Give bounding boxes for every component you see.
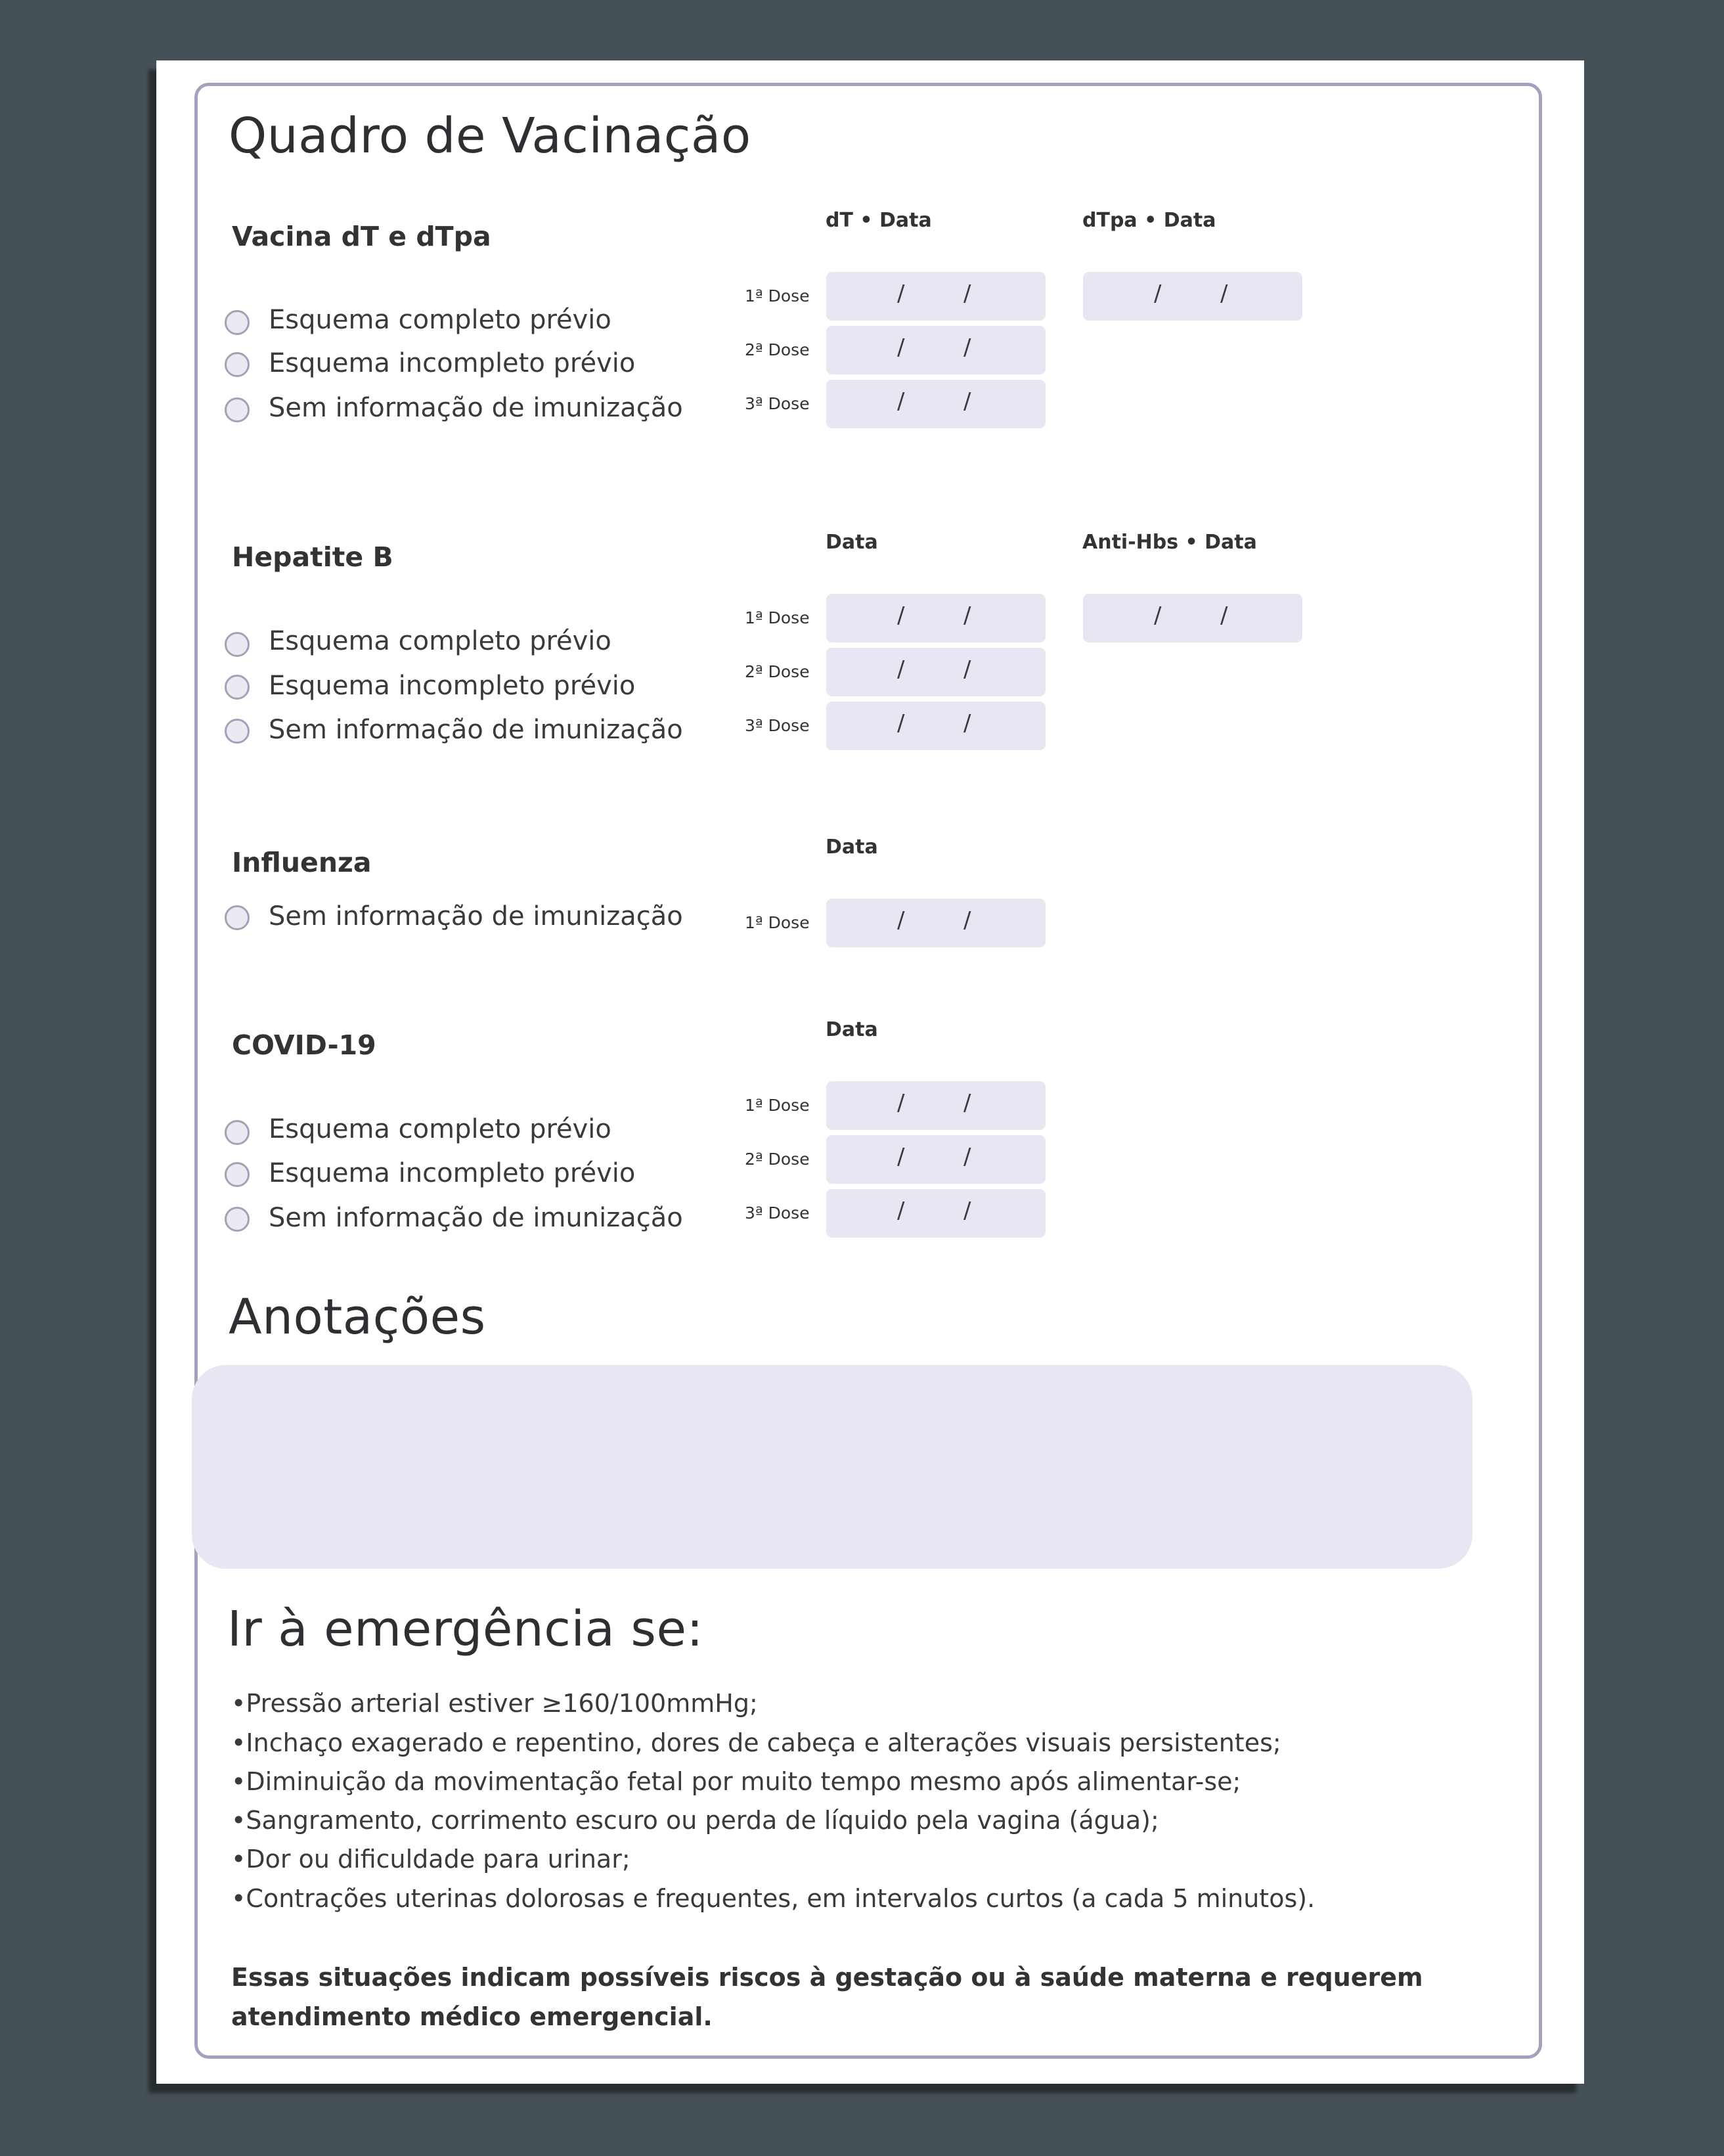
option-label: Esquema completo prévio (269, 305, 611, 335)
dose-label: 1ª Dose (745, 286, 810, 305)
emergency-item: •Sangramento, corrimento escuro ou perda de líquido pela vagina (água); (231, 1806, 1159, 1835)
radio-covid-incomplete[interactable] (225, 1162, 250, 1187)
date-field-hepb-dose2[interactable]: / / (826, 648, 1046, 696)
option-label: Esquema incompleto prévio (269, 671, 636, 701)
section-title-flu: Influenza (232, 847, 372, 878)
column-header-antihbs: Anti-Hbs • Data (1082, 531, 1257, 554)
dose-label: 1ª Dose (745, 608, 810, 627)
radio-hepb-complete[interactable] (225, 632, 250, 657)
emergency-item: •Pressão arterial estiver ≥160/100mmHg; (231, 1689, 758, 1718)
notes-textarea[interactable] (192, 1365, 1472, 1569)
option-label: Sem informação de imunização (269, 1203, 683, 1233)
page-title: Quadro de Vacinação (229, 108, 751, 164)
dose-label: 2ª Dose (745, 1150, 810, 1169)
date-field-dtpa[interactable]: / / (1083, 272, 1302, 321)
option-label: Esquema completo prévio (269, 626, 611, 656)
radio-dt-complete[interactable] (225, 310, 250, 335)
radio-dt-no-info[interactable] (225, 397, 250, 422)
dose-label: 2ª Dose (745, 662, 810, 681)
radio-covid-no-info[interactable] (225, 1207, 250, 1232)
column-header-dt: dT • Data (826, 209, 932, 232)
section-title-hepb: Hepatite B (232, 541, 393, 573)
date-field-dt-dose2[interactable]: / / (826, 326, 1046, 374)
notes-title: Anotações (229, 1289, 486, 1345)
dose-label: 1ª Dose (745, 913, 810, 932)
date-field-flu-dose1[interactable]: / / (826, 899, 1046, 947)
emergency-item: •Inchaço exagerado e repentino, dores de cabeça e alterações visuais persistentes; (231, 1728, 1281, 1757)
date-field-dt-dose1[interactable]: / / (826, 272, 1046, 321)
radio-hepb-incomplete[interactable] (225, 675, 250, 700)
option-label: Esquema incompleto prévio (269, 348, 636, 378)
emergency-title: Ir à emergência se: (227, 1601, 703, 1657)
date-field-hepb-dose3[interactable]: / / (826, 702, 1046, 750)
option-label: Sem informação de imunização (269, 901, 683, 932)
column-header-hepb: Data (826, 531, 878, 554)
dose-label: 3ª Dose (745, 394, 810, 413)
emergency-item: •Dor ou dificuldade para urinar; (231, 1845, 630, 1874)
emergency-item: •Diminuição da movimentação fetal por muito tempo mesmo após alimentar-se; (231, 1767, 1241, 1796)
date-field-covid-dose2[interactable]: / / (826, 1135, 1046, 1184)
dose-label: 3ª Dose (745, 716, 810, 735)
section-title-covid: COVID-19 (232, 1029, 376, 1061)
date-field-covid-dose3[interactable]: / / (826, 1189, 1046, 1238)
option-label: Sem informação de imunização (269, 715, 683, 745)
radio-flu-no-info[interactable] (225, 905, 250, 930)
date-field-hepb-dose1[interactable]: / / (826, 594, 1046, 642)
date-field-dt-dose3[interactable]: / / (826, 380, 1046, 428)
date-field-covid-dose1[interactable]: / / (826, 1081, 1046, 1130)
dose-label: 1ª Dose (745, 1096, 810, 1115)
date-field-antihbs[interactable]: / / (1083, 594, 1302, 642)
option-label: Esquema incompleto prévio (269, 1158, 636, 1188)
form-page (156, 60, 1584, 2084)
emergency-warning: Essas situações indicam possíveis riscos à gestação ou à saúde materna e requerem atendimento médico emergencial. (231, 1963, 1423, 2031)
dose-label: 2ª Dose (745, 340, 810, 359)
dose-label: 3ª Dose (745, 1203, 810, 1223)
section-title-dt: Vacina dT e dTpa (232, 221, 491, 252)
radio-covid-complete[interactable] (225, 1120, 250, 1145)
radio-hepb-no-info[interactable] (225, 719, 250, 744)
column-header-flu: Data (826, 836, 878, 859)
column-header-dtpa: dTpa • Data (1082, 209, 1216, 232)
emergency-item: •Contrações uterinas dolorosas e frequentes, em intervalos curtos (a cada 5 minutos). (231, 1884, 1315, 1913)
option-label: Sem informação de imunização (269, 393, 683, 423)
radio-dt-incomplete[interactable] (225, 352, 250, 377)
column-header-covid: Data (826, 1018, 878, 1041)
option-label: Esquema completo prévio (269, 1114, 611, 1144)
